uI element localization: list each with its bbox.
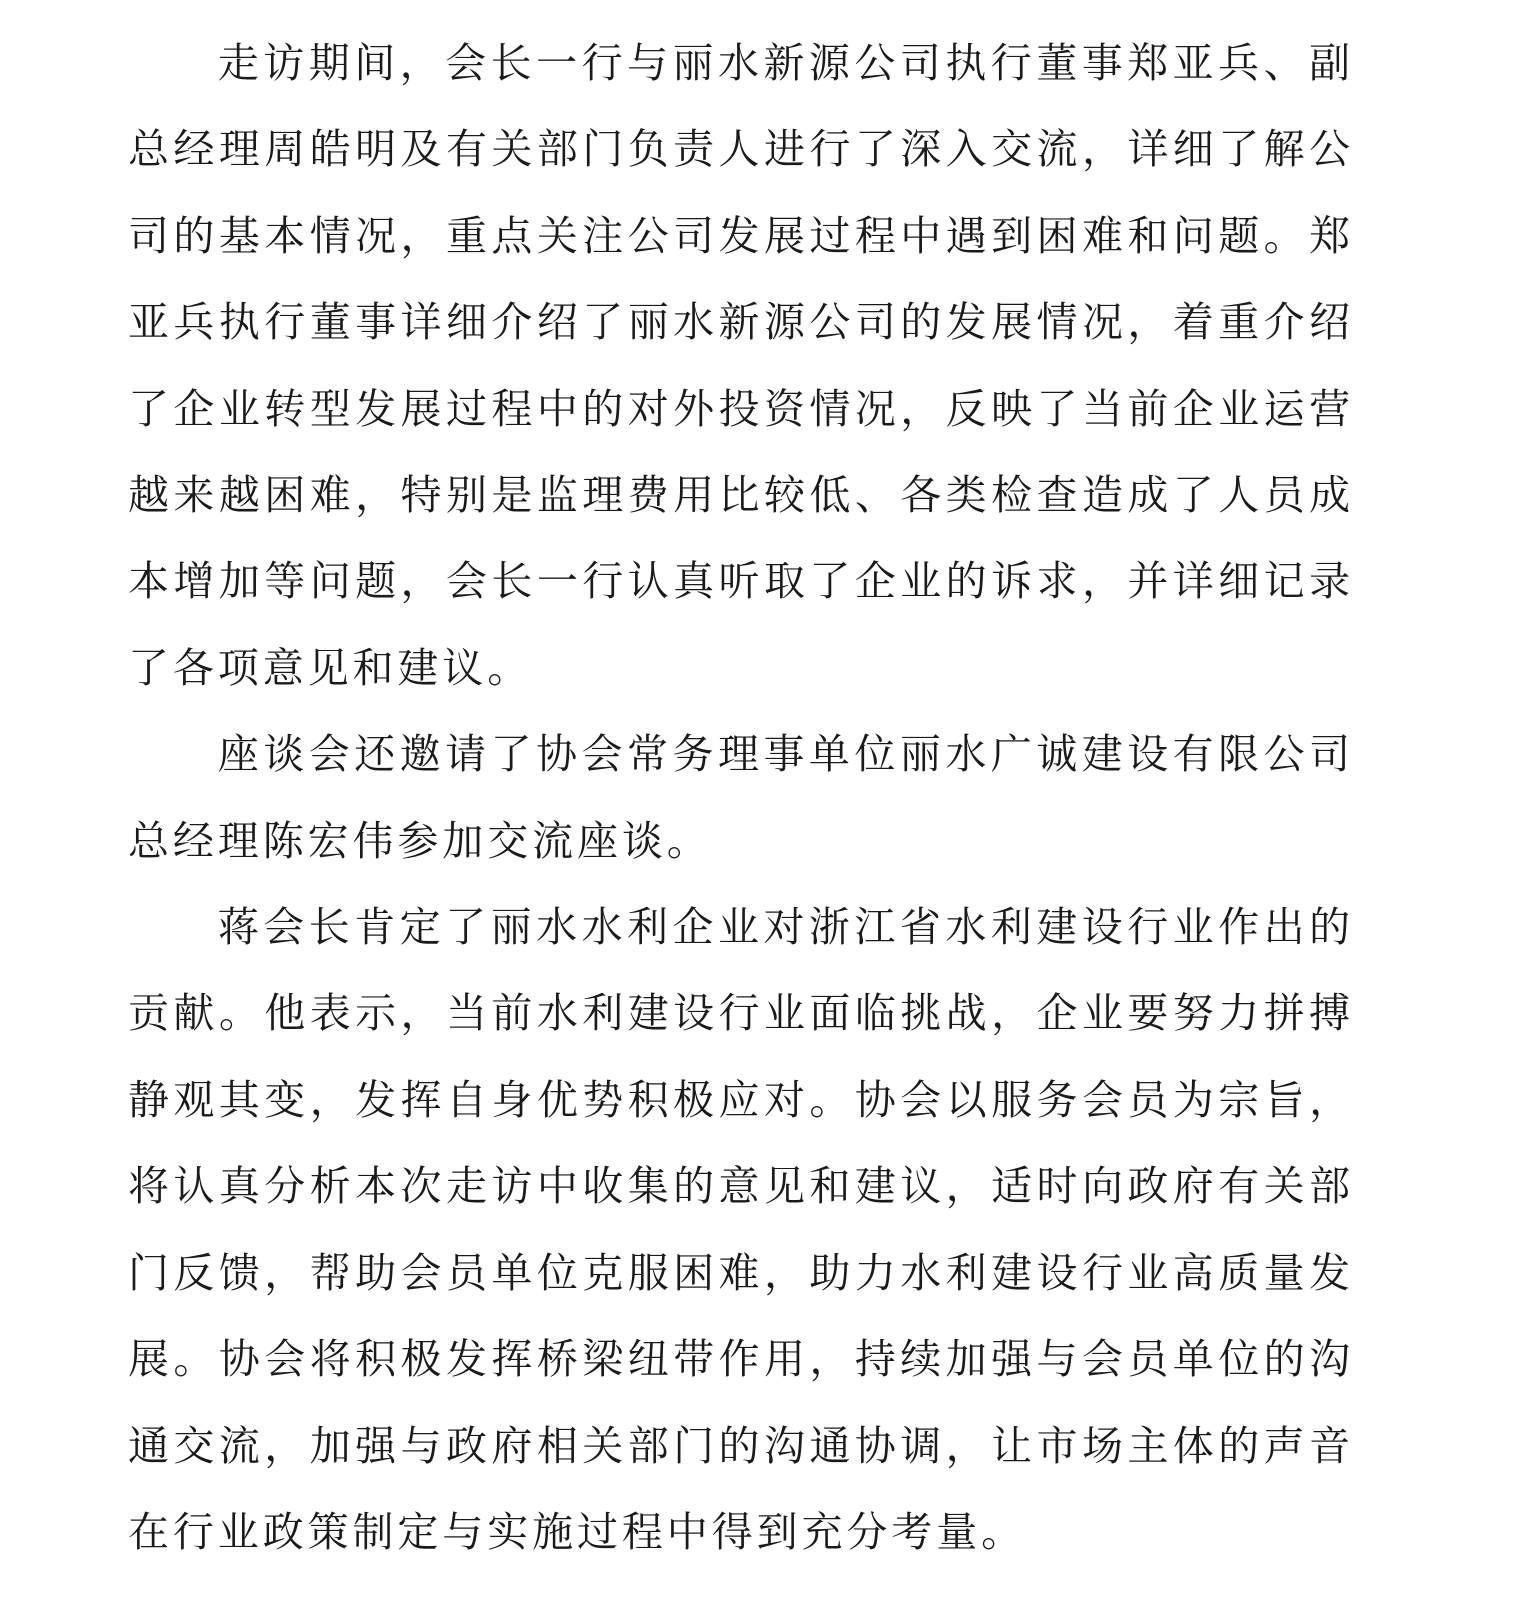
paragraph-symposium-invitation: 座谈会还邀请了协会常务理事单位丽水广诚建设有限公司总经理陈宏伟参加交流座谈。 <box>128 730 1354 865</box>
paragraph-visit-exchange: 走访期间，会长一行与丽水新源公司执行董事郑亚兵、副总经理周皓明及有关部门负责人进行了深入交流，详细了解公司的基本情况，重点关注公司发展过程中遇到困难和问题。郑亚兵执行董事详细介绍了丽水新源公司的发展情况，着重介绍了企业转型发展过程中的对外投资情况，反映了当前企业运营越来越困难，特别是监理费用比较低、各类检查造成了人员成本增加等问题，会长一行认真听取了企业的诉求，并详细记录了各项意见和建议。 <box>128 39 1354 692</box>
paragraph-president-remarks: 蒋会长肯定了丽水水利企业对浙江省水利建设行业作出的贡献。他表示，当前水利建设行业面临挑战，企业要努力拼搏静观其变，发挥自身优势积极应对。协会以服务会员为宗旨，将认真分析本次走访中收集的意见和建议，适时向政府有关部门反馈，帮助会员单位克服困难，助力水利建设行业高质量发展。协会将积极发挥桥梁纽带作用，持续加强与会员单位的沟通交流，加强与政府相关部门的沟通协调，让市场主体的声音在行业政策制定与实施过程中得到充分考量。 <box>128 903 1354 1556</box>
document-body <box>128 20 1354 1575</box>
